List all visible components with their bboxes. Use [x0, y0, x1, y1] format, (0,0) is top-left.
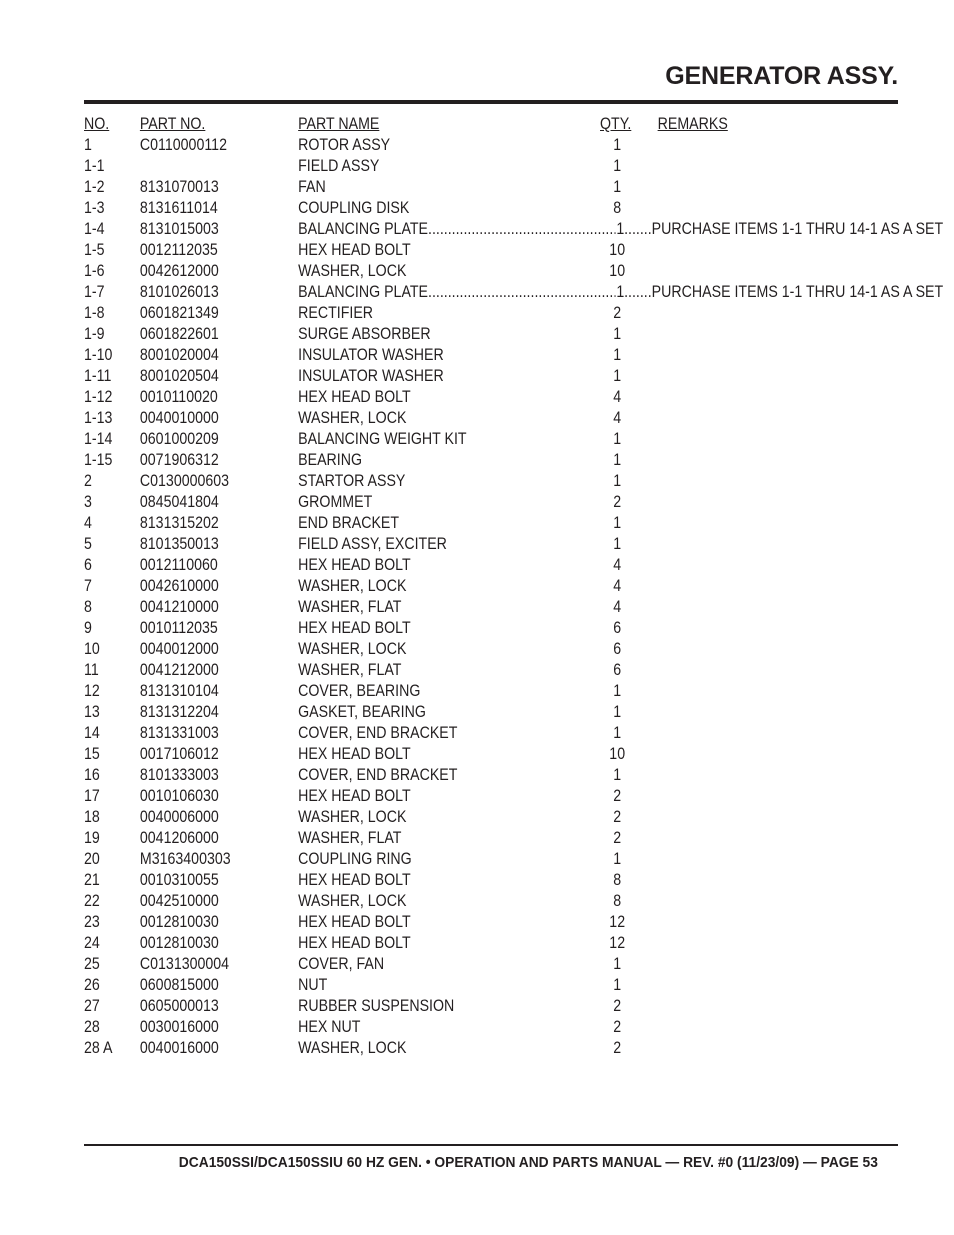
row-item-no: 1-4 [84, 220, 105, 238]
row-part-name: INSULATOR WASHER [298, 346, 444, 364]
table-row [84, 282, 944, 303]
row-qty: 4 [613, 556, 622, 574]
table-row [84, 702, 784, 723]
table-header-row [84, 114, 784, 135]
row-part-name: WASHER, FLAT [298, 829, 402, 847]
table-row [84, 996, 784, 1017]
row-item-no: 22 [84, 892, 100, 910]
table-row [84, 744, 784, 765]
row-qty: 2 [613, 493, 622, 511]
row-qty: 1 [613, 136, 622, 154]
row-qty: 1 [616, 220, 625, 238]
row-part-name: WASHER, FLAT [298, 598, 402, 616]
row-remarks: PURCHASE ITEMS 1-1 THRU 14-1 AS A SET [651, 283, 944, 301]
row-part-no: M3163400303 [139, 850, 231, 868]
row-part-name: HEX HEAD BOLT [298, 934, 411, 952]
row-part-no: 0010110020 [139, 388, 218, 406]
row-part-name: BALANCING PLATE [298, 283, 428, 301]
row-part-no: 0605000013 [139, 997, 219, 1015]
row-qty: 2 [613, 829, 622, 847]
row-item-no: 4 [84, 514, 92, 532]
row-part-no: 0040010000 [139, 409, 219, 427]
row-item-no: 19 [84, 829, 100, 847]
table-row [84, 1017, 784, 1038]
row-qty: 12 [609, 913, 626, 931]
row-part-no: C0110000112 [139, 136, 227, 154]
row-item-no: 23 [84, 913, 100, 931]
row-qty: 1 [613, 955, 622, 973]
row-qty: 1 [613, 472, 622, 490]
row-item-no: 1 [84, 136, 92, 154]
header-remarks: REMARKS [657, 115, 728, 133]
row-qty: 12 [609, 934, 626, 952]
row-part-name: BEARING [298, 451, 363, 469]
dot-leader [428, 283, 616, 301]
row-item-no: 28 A [84, 1039, 113, 1057]
row-qty: 1 [613, 850, 622, 868]
row-item-no: 1-1 [84, 157, 105, 175]
table-row [84, 891, 784, 912]
table-row [84, 219, 944, 240]
table-row [84, 933, 784, 954]
table-row [84, 366, 784, 387]
row-part-no: 8001020504 [139, 367, 219, 385]
row-item-no: 1-2 [84, 178, 105, 196]
row-part-no: 0041212000 [139, 661, 219, 679]
table-row [84, 765, 784, 786]
row-part-no: 8131315202 [139, 514, 219, 532]
row-remarks-leader [624, 282, 943, 303]
row-part-no: 0601000209 [139, 430, 219, 448]
row-item-no: 1-7 [84, 283, 105, 301]
table-row [84, 408, 784, 429]
row-qty: 2 [613, 787, 622, 805]
row-part-name: WASHER, LOCK [298, 892, 407, 910]
row-part-no: 0042510000 [139, 892, 219, 910]
row-part-no: 0040012000 [139, 640, 219, 658]
row-item-no: 21 [84, 871, 100, 889]
row-part-name: COUPLING DISK [298, 199, 410, 217]
row-item-no: 9 [84, 619, 92, 637]
row-qty: 1 [613, 157, 622, 175]
table-row [84, 345, 784, 366]
row-part-name: INSULATOR WASHER [298, 367, 444, 385]
row-part-no: 0845041804 [139, 493, 219, 511]
row-item-no: 18 [84, 808, 100, 826]
row-item-no: 5 [84, 535, 92, 553]
table-row [84, 513, 784, 534]
row-part-no: 0012110060 [139, 556, 218, 574]
row-item-no: 1-14 [84, 430, 113, 448]
row-item-no: 2 [84, 472, 92, 490]
table-row [84, 492, 784, 513]
dot-leader [428, 220, 616, 238]
row-item-no: 16 [84, 766, 100, 784]
row-part-name: COUPLING RING [298, 850, 412, 868]
row-part-name: ROTOR ASSY [298, 136, 391, 154]
table-row [84, 723, 784, 744]
row-part-name: SURGE ABSORBER [298, 325, 431, 343]
row-item-no: 11 [84, 661, 99, 679]
row-qty: 2 [613, 808, 622, 826]
row-item-no: 7 [84, 577, 92, 595]
row-part-name: WASHER, LOCK [298, 808, 407, 826]
footer-divider [84, 1144, 898, 1146]
row-part-name: HEX HEAD BOLT [298, 745, 411, 763]
title-divider [84, 100, 898, 104]
row-qty: 1 [616, 283, 625, 301]
row-part-name: WASHER, LOCK [298, 409, 407, 427]
row-item-no: 1-12 [84, 388, 113, 406]
row-item-no: 8 [84, 598, 92, 616]
row-item-no: 1-15 [84, 451, 113, 469]
row-part-name: COVER, BEARING [298, 682, 421, 700]
dot-leader: ....... [624, 220, 652, 238]
table-row [84, 324, 784, 345]
table-row [84, 1038, 784, 1059]
row-part-name: BALANCING PLATE [298, 220, 428, 238]
row-part-no: 8101333003 [139, 766, 219, 784]
row-remarks-leader [624, 219, 943, 240]
row-part-name: WASHER, LOCK [298, 640, 407, 658]
row-part-name: HEX HEAD BOLT [298, 241, 411, 259]
row-qty: 1 [613, 346, 622, 364]
table-row [84, 303, 784, 324]
table-row [84, 240, 784, 261]
table-row [84, 849, 784, 870]
row-item-no: 15 [84, 745, 100, 763]
table-row [84, 681, 784, 702]
table-row [84, 177, 784, 198]
header-part-no: PART NO. [139, 115, 206, 133]
row-qty: 6 [613, 619, 622, 637]
row-part-name: WASHER, LOCK [298, 262, 407, 280]
row-part-no: 0010106030 [139, 787, 219, 805]
row-part-name: HEX HEAD BOLT [298, 619, 411, 637]
table-row [84, 870, 784, 891]
table-row [84, 261, 784, 282]
row-part-no: 8131015003 [139, 220, 219, 238]
row-part-no: 0040016000 [139, 1039, 219, 1057]
row-item-no: 1-13 [84, 409, 113, 427]
row-part-name: HEX NUT [298, 1018, 361, 1036]
row-part-name-leader [298, 219, 616, 240]
row-item-no: 12 [84, 682, 100, 700]
row-qty: 1 [613, 178, 622, 196]
row-part-name: RUBBER SUSPENSION [298, 997, 455, 1015]
parts-table [84, 114, 944, 1059]
row-item-no: 6 [84, 556, 92, 574]
table-row [84, 828, 784, 849]
table-row [84, 450, 784, 471]
dot-leader: ....... [624, 283, 652, 301]
row-part-name: NUT [298, 976, 328, 994]
row-qty: 2 [613, 1039, 622, 1057]
row-item-no: 1-11 [84, 367, 112, 385]
row-part-name: GROMMET [298, 493, 373, 511]
row-qty: 2 [613, 997, 622, 1015]
row-part-no: 0071906312 [139, 451, 219, 469]
row-part-no: 8001020004 [139, 346, 219, 364]
table-row [84, 135, 784, 156]
table-row [84, 387, 784, 408]
page-title: GENERATOR ASSY. [665, 62, 898, 90]
table-row [84, 660, 784, 681]
row-part-name: COVER, FAN [298, 955, 385, 973]
row-part-no: 0010112035 [139, 619, 218, 637]
row-item-no: 1-8 [84, 304, 105, 322]
table-row [84, 975, 784, 996]
table-row [84, 786, 784, 807]
row-part-no: 0601822601 [139, 325, 219, 343]
row-qty: 8 [613, 871, 622, 889]
row-qty: 1 [613, 682, 622, 700]
row-item-no: 24 [84, 934, 100, 952]
header-part-name: PART NAME [298, 115, 380, 133]
row-qty: 1 [613, 451, 622, 469]
table-row [84, 597, 784, 618]
row-part-no: 0012810030 [139, 913, 219, 931]
table-row [84, 534, 784, 555]
row-item-no: 20 [84, 850, 100, 868]
row-part-name: BALANCING WEIGHT KIT [298, 430, 467, 448]
row-item-no: 1-10 [84, 346, 113, 364]
row-qty: 1 [613, 976, 622, 994]
row-part-name: HEX HEAD BOLT [298, 871, 411, 889]
row-item-no: 26 [84, 976, 100, 994]
row-part-name: END BRACKET [298, 514, 400, 532]
page-footer: DCA150SSI/DCA150SSIU 60 HZ GEN. • OPERATION AND PARTS MANUAL — REV. #0 (11/23/09) — PAGE 53 [178, 1154, 878, 1171]
row-part-no: 0030016000 [139, 1018, 219, 1036]
header-qty: QTY. [600, 115, 632, 133]
row-qty: 1 [613, 367, 622, 385]
row-qty: 10 [609, 745, 626, 763]
row-part-name-leader [298, 282, 616, 303]
row-part-no: 0041210000 [139, 598, 219, 616]
table-row [84, 576, 784, 597]
row-part-no: 0601821349 [139, 304, 219, 322]
row-item-no: 14 [84, 724, 100, 742]
row-part-name: WASHER, LOCK [298, 577, 407, 595]
row-item-no: 27 [84, 997, 100, 1015]
row-part-no: 0012810030 [139, 934, 219, 952]
row-part-name: COVER, END BRACKET [298, 724, 458, 742]
table-row [84, 555, 784, 576]
row-part-name: STARTOR ASSY [298, 472, 406, 490]
row-qty: 4 [613, 598, 622, 616]
row-qty: 1 [613, 535, 622, 553]
table-row [84, 618, 784, 639]
table-row [84, 639, 784, 660]
row-part-no: 0600815000 [139, 976, 219, 994]
row-part-name: HEX HEAD BOLT [298, 913, 411, 931]
row-qty: 4 [613, 388, 622, 406]
table-row [84, 471, 784, 492]
row-part-no: 0010310055 [139, 871, 219, 889]
row-qty: 8 [613, 892, 622, 910]
row-part-no: 8131070013 [139, 178, 219, 196]
row-part-name: HEX HEAD BOLT [298, 787, 411, 805]
row-item-no: 28 [84, 1018, 100, 1036]
row-part-no: 0017106012 [139, 745, 219, 763]
row-part-name: FIELD ASSY [298, 157, 380, 175]
table-row [84, 807, 784, 828]
row-qty: 6 [613, 661, 622, 679]
table-row [84, 198, 784, 219]
row-part-name: HEX HEAD BOLT [298, 388, 411, 406]
row-remarks: PURCHASE ITEMS 1-1 THRU 14-1 AS A SET [651, 220, 944, 238]
header-no: NO. [84, 115, 110, 133]
row-qty: 1 [613, 703, 622, 721]
row-item-no: 1-9 [84, 325, 105, 343]
row-qty: 1 [613, 325, 622, 343]
row-part-name: WASHER, LOCK [298, 1039, 407, 1057]
row-part-no: 8101026013 [139, 283, 219, 301]
row-qty: 10 [609, 262, 626, 280]
row-item-no: 25 [84, 955, 100, 973]
table-row [84, 954, 784, 975]
row-part-name: RECTIFIER [298, 304, 374, 322]
row-qty: 10 [609, 241, 626, 259]
row-item-no: 10 [84, 640, 100, 658]
row-part-name: HEX HEAD BOLT [298, 556, 411, 574]
row-qty: 4 [613, 577, 622, 595]
row-qty: 2 [613, 304, 622, 322]
row-part-no: 0042612000 [139, 262, 219, 280]
row-qty: 1 [613, 724, 622, 742]
row-part-name: GASKET, BEARING [298, 703, 426, 721]
row-part-no: 0042610000 [139, 577, 219, 595]
row-part-no: 0041206000 [139, 829, 219, 847]
row-item-no: 3 [84, 493, 92, 511]
table-row [84, 156, 784, 177]
row-item-no: 1-3 [84, 199, 105, 217]
row-part-no: 0012112035 [139, 241, 218, 259]
row-part-no: C0130000603 [139, 472, 230, 490]
row-item-no: 13 [84, 703, 100, 721]
row-part-no: 8101350013 [139, 535, 219, 553]
table-row [84, 912, 784, 933]
row-part-no: 8131312204 [139, 703, 219, 721]
row-part-name: FIELD ASSY, EXCITER [298, 535, 447, 553]
row-qty: 1 [613, 514, 622, 532]
row-qty: 1 [613, 430, 622, 448]
row-part-no: C0131300004 [139, 955, 230, 973]
table-row [84, 429, 784, 450]
row-qty: 4 [613, 409, 622, 427]
row-item-no: 1-5 [84, 241, 105, 259]
row-qty: 6 [613, 640, 622, 658]
row-part-no: 8131331003 [139, 724, 219, 742]
row-qty: 2 [613, 1018, 622, 1036]
row-item-no: 1-6 [84, 262, 105, 280]
row-qty: 1 [613, 766, 622, 784]
row-item-no: 17 [84, 787, 100, 805]
row-part-no: 8131611014 [139, 199, 218, 217]
row-qty: 8 [613, 199, 622, 217]
row-part-name: COVER, END BRACKET [298, 766, 458, 784]
row-part-name: FAN [298, 178, 326, 196]
row-part-name: WASHER, FLAT [298, 661, 402, 679]
row-part-no: 8131310104 [139, 682, 219, 700]
row-part-no: 0040006000 [139, 808, 219, 826]
